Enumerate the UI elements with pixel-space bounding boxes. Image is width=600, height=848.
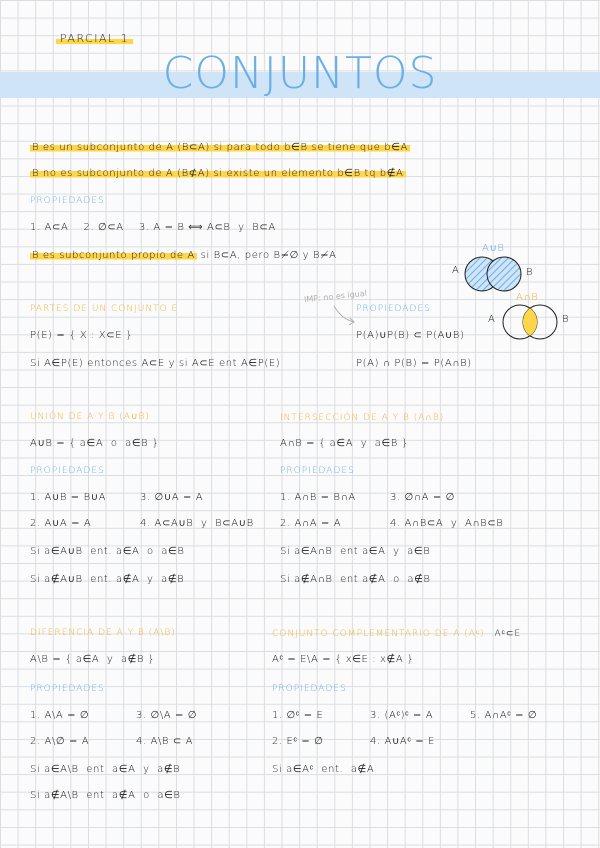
intersection-venn-label: A∩B	[516, 292, 539, 303]
partes-definition: P(E) = { X : X⊂E }	[30, 330, 133, 341]
union-definition: A∪B = { a∈A o a∈B }	[30, 438, 160, 449]
subset-properties: 1. A⊂A 2. ∅⊂A 3. A = B ⟺ A⊂B y B⊂A	[30, 222, 276, 233]
union-property-1: 1. A∪B = B∪A	[30, 492, 107, 503]
intersection-property-2: 2. A∩A = A	[280, 518, 342, 529]
intersection-property-3: 3. ∅∩A = ∅	[390, 492, 455, 503]
not-subset-definition: B no es subconjunto de A (B⊄A) si existe un elemento b∈B tq b∉A	[32, 168, 404, 179]
difference-properties-label: PROPIEDADES	[30, 684, 105, 694]
parcial-label: PARCIAL 1	[56, 32, 133, 45]
difference-property-3: 3. ∅\A = ∅	[136, 710, 198, 721]
complement-property-1: 1. ∅ᶜ = E	[272, 710, 324, 721]
union-rule-1: Si a∈A∪B ent. a∈A o a∈B	[30, 546, 185, 557]
union-property-2: 2. A∪A = A	[30, 518, 92, 529]
partes-note: IMP: no es igual	[303, 288, 368, 305]
subset-definition: B es un subconjunto de A (B⊂A) si para todo b∈B se tiene que b∈A	[32, 142, 408, 153]
union-venn-set-a: A	[452, 265, 460, 276]
partes-properties-label: PROPIEDADES	[356, 304, 431, 314]
partes-heading: PARTES DE UN CONJUNTO E	[30, 304, 179, 314]
difference-rule-1: Si a∈A\B ent a∈A y a∉B	[30, 764, 181, 775]
complement-properties-label: PROPIEDADES	[272, 684, 347, 694]
proper-subset-definition: B es subconjunto propio de A si B⊂A, pero B≠∅ y B≠A	[32, 250, 337, 261]
properties-label: PROPIEDADES:	[30, 196, 109, 206]
partes-property-2: P(A) ∩ P(B) = P(A∩B)	[356, 358, 472, 369]
difference-rule-2: Si a∉A\B ent a∉A o a∈B	[30, 790, 181, 801]
union-venn-set-b: B	[526, 267, 534, 278]
complement-definition: Aᶜ = E\A = { x∈E : x∉A }	[272, 654, 415, 665]
difference-property-2: 2. A\∅ = A	[30, 736, 90, 747]
union-rule-2: Si a∉A∪B ent. a∉A y a∉B	[30, 574, 185, 585]
difference-property-1: 1. A\A = ∅	[30, 710, 90, 721]
intersection-heading: INTERSECCIÓN DE A Y B (A∩B)	[280, 413, 445, 423]
complement-property-3: 3. (Aᶜ)ᶜ = A	[370, 710, 434, 721]
partes-rule: Si A∈P(E) entonces A⊂E y si A⊂E ent A∈P(E)	[30, 358, 281, 369]
intersection-definition: A∩B = { a∈A y a∈B }	[280, 438, 409, 449]
difference-definition: A\B = { a∈A y a∉B }	[30, 654, 155, 665]
intersection-properties-label: PROPIEDADES	[280, 466, 355, 476]
complement-heading: CONJUNTO COMPLEMENTARIO DE A (Aᶜ) Aᶜ⊂E	[272, 629, 522, 639]
difference-property-4: 4. A\B ⊂ A	[136, 736, 194, 747]
union-venn-label: A∪B	[482, 243, 505, 254]
intersection-property-1: 1. A∩B = B∩A	[280, 492, 356, 503]
page-title: CONJUNTOS	[162, 48, 438, 99]
intersection-venn-diagram	[500, 304, 570, 340]
intersection-property-4: 4. A∩B⊂A y A∩B⊂B	[390, 518, 504, 529]
union-property-3: 3. ∅∪A = A	[140, 492, 204, 503]
intersection-rule-2: Si a∉A∩B ent a∉A o a∉B	[280, 574, 431, 585]
complement-property-5: 5. A∩Aᶜ = ∅	[470, 710, 538, 721]
complement-property-2: 2. Eᶜ = ∅	[272, 736, 324, 747]
partes-property-1: P(A)∪P(B) ⊂ P(A∪B)	[356, 330, 465, 341]
complement-rule-1: Si a∈Aᶜ ent. a∉A	[272, 764, 375, 775]
difference-heading: DIFERENCIA DE A Y B (A\B)	[30, 628, 176, 638]
intersection-venn-set-a: A	[488, 314, 496, 325]
intersection-venn-set-b: B	[562, 314, 570, 325]
complement-property-4: 4. A∪Aᶜ = E	[370, 736, 435, 747]
union-property-4: 4. A⊂A∪B y B⊂A∪B	[140, 518, 254, 529]
union-heading: UNIÓN DE A Y B (A∪B)	[30, 412, 150, 422]
union-properties-label: PROPIEDADES	[30, 466, 105, 476]
intersection-rule-1: Si a∈A∩B ent a∈A y a∈B	[280, 546, 431, 557]
